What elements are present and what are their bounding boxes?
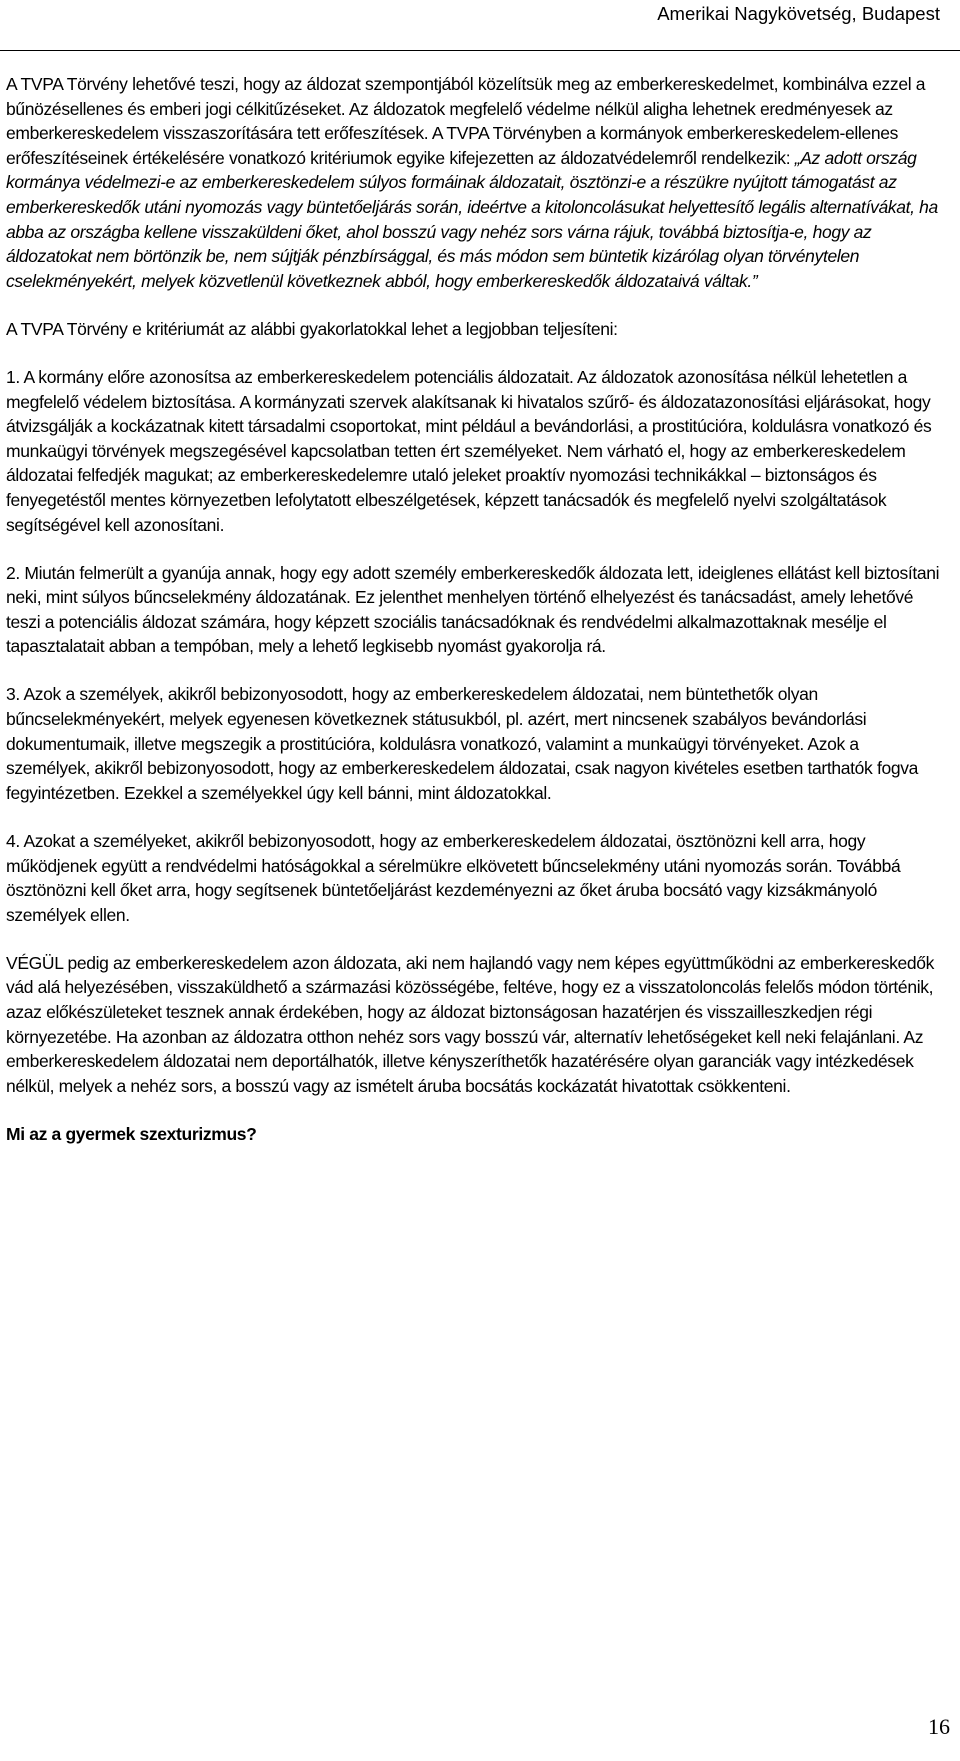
document-body	[6, 72, 946, 1170]
list-item-4: 4. Azokat a személyeket, akikről bebizonyosodott, hogy az emberkereskedelem áldozatai, ösztönözni kell arra, hogy működjenek együtt a rendvédelmi hatóságokkal a sérelmükre elkövetett bűncselekmény utáni nyomozás során. Továbbá ösztönözni kell őket arra, hogy segítsenek büntetőeljárást kezdeményezni az őket áruba bocsátó vagy kizsákmányoló személyek ellen.	[6, 830, 901, 925]
intro-text: A TVPA Törvény lehetővé teszi, hogy az áldozat szempontjából közelítsük meg az emberkereskedelmet, kombinálva ezzel a bűnözésellenes és emberi jogi célkitűzéseket. Az áldozatok megfelelő védelme nélkül aligha lehetnek eredményesek az emberkereskedelem visszaszorítására tett erőfeszítések. A TVPA Törvényben a kormányok emberkereskedelem-ellenes erőfeszítéseinek értékelésére vonatkozó kritériumok egyike kifejezetten az áldozatvédelemről rendelkezik:	[6, 74, 926, 168]
list-item-2: 2. Miután felmerült a gyanúja annak, hogy egy adott személy emberkereskedők áldozata lett, ideiglenes ellátást kell biztosítani neki, mint súlyos bűncselekmény áldozatának. Ez jelenthet menhelyen történő elhelyezést és tanácsadást, amely lehetővé teszi a potenciális áldozat számára, hogy képzett szociális tanácsadóknak és rendvédelmi alkalmazottaknak mesélje el tapasztalatait abban a tempóban, mely a lehető legkisebb nyomást gyakorolja rá.	[6, 562, 940, 657]
intro-quote: „Az adott ország kormánya védelmezi-e az emberkereskedelem súlyos formáinak áldozatait, ösztönzi-e a részükre nyújtott támogatást az emberkereskedők utáni nyomozás vagy büntetőeljárás során, ideértve a kitoloncolásukat helyettesítő legális alternatívákat, ha abba az országba kellene visszaküldeni őket, ahol bosszú vagy nehéz sors várna rájuk, továbbá biztosítja-e, hogy az áldozatokat nem börtönzik be, nem sújtják pénzbírsággal, és más módon sem büntetik kizárólag olyan törvénytelen cselekményekért, melyek közvetlenül következnek abból, hogy emberkereskedők áldozataivá váltak.”	[6, 147, 938, 291]
page-number: 16	[928, 1714, 950, 1739]
page-header	[0, 0, 960, 51]
section-question-heading: Mi az a gyermek szexturizmus?	[6, 1123, 257, 1144]
criteria-intro: A TVPA Törvény e kritériumát az alábbi gyakorlatokkal lehet a legjobban teljesíteni:	[6, 318, 618, 339]
list-item-3: 3. Azok a személyek, akikről bebizonyosodott, hogy az emberkereskedelem áldozatai, nem büntethetők olyan bűncselekményekért, melyek egyenesen következnek státusukból, pl. azért, mert nincsenek szabályos bevándorlási dokumentumaik, illetve megszegik a prostitúcióra, koldulásra vonatkozó, valamint a munkaügyi törvényeket. Azok a személyek, akikről bebizonyosodott, hogy az emberkereskedelem áldozatai, csak nagyon kivételes esetben tarthatók fogva fegyintézetben. Ezekkel a személyekkel úgy kell bánni, mint áldozatokkal.	[6, 684, 919, 803]
list-item-1: 1. A kormány előre azonosítsa az emberkereskedelem potenciális áldozatait. Az áldozatok azonosítása nélkül lehetetlen a megfelelő védelem biztosítása. A kormányzati szervek alakítsanak ki hivatalos szűrő- és áldozatazonosítási eljárásokat, hogy átvizsgálják a kockázatnak kitett társadalmi csoportokat, mint például a bevándorlási, a prostitúcióra, koldulásra vonatkozó és munkaügyi törvények megszegésével kapcsolatban tetten ért személyeket. Nem várható el, hogy az emberkereskedelem áldozatai felfedjék magukat; az emberkereskedelemre utaló jeleket proaktív nyomozási technikákkal – biztonságos és fenyegetéstől mentes környezetben lefolytatott elbeszélgetések, képzett tanácsadók és megfelelő nyelvi szolgáltatások segítségével kell azonosítani.	[6, 366, 932, 535]
header-title: Amerikai Nagykövetség, Budapest	[657, 3, 940, 24]
finally-paragraph: VÉGÜL pedig az emberkereskedelem azon áldozata, aki nem hajlandó vagy nem képes együttműködni az emberkereskedők vád alá helyezésében, visszaküldhető a származási közösségébe, feltéve, hogy ez a visszatoloncolás felelős módon történik, azaz előkészületeket tesznek annak érdekében, hogy az áldozat biztonságosan hazatérjen és visszailleszkedjen régi környezetébe. Ha azonban az áldozatra otthon nehéz sors vagy bosszú vár, alternatív lehetőségeket kell neki felajánlani. Az emberkereskedelem áldozatai nem deportálhatók, illetve kényszeríthetők hazatérésére olyan garanciák vagy intézkedések nélkül, melyek a nehéz sors, a bosszú vagy az ismételt áruba bocsátás kockázatát hivatottak csökkenteni.	[6, 952, 935, 1096]
intro-paragraph	[6, 72, 946, 293]
